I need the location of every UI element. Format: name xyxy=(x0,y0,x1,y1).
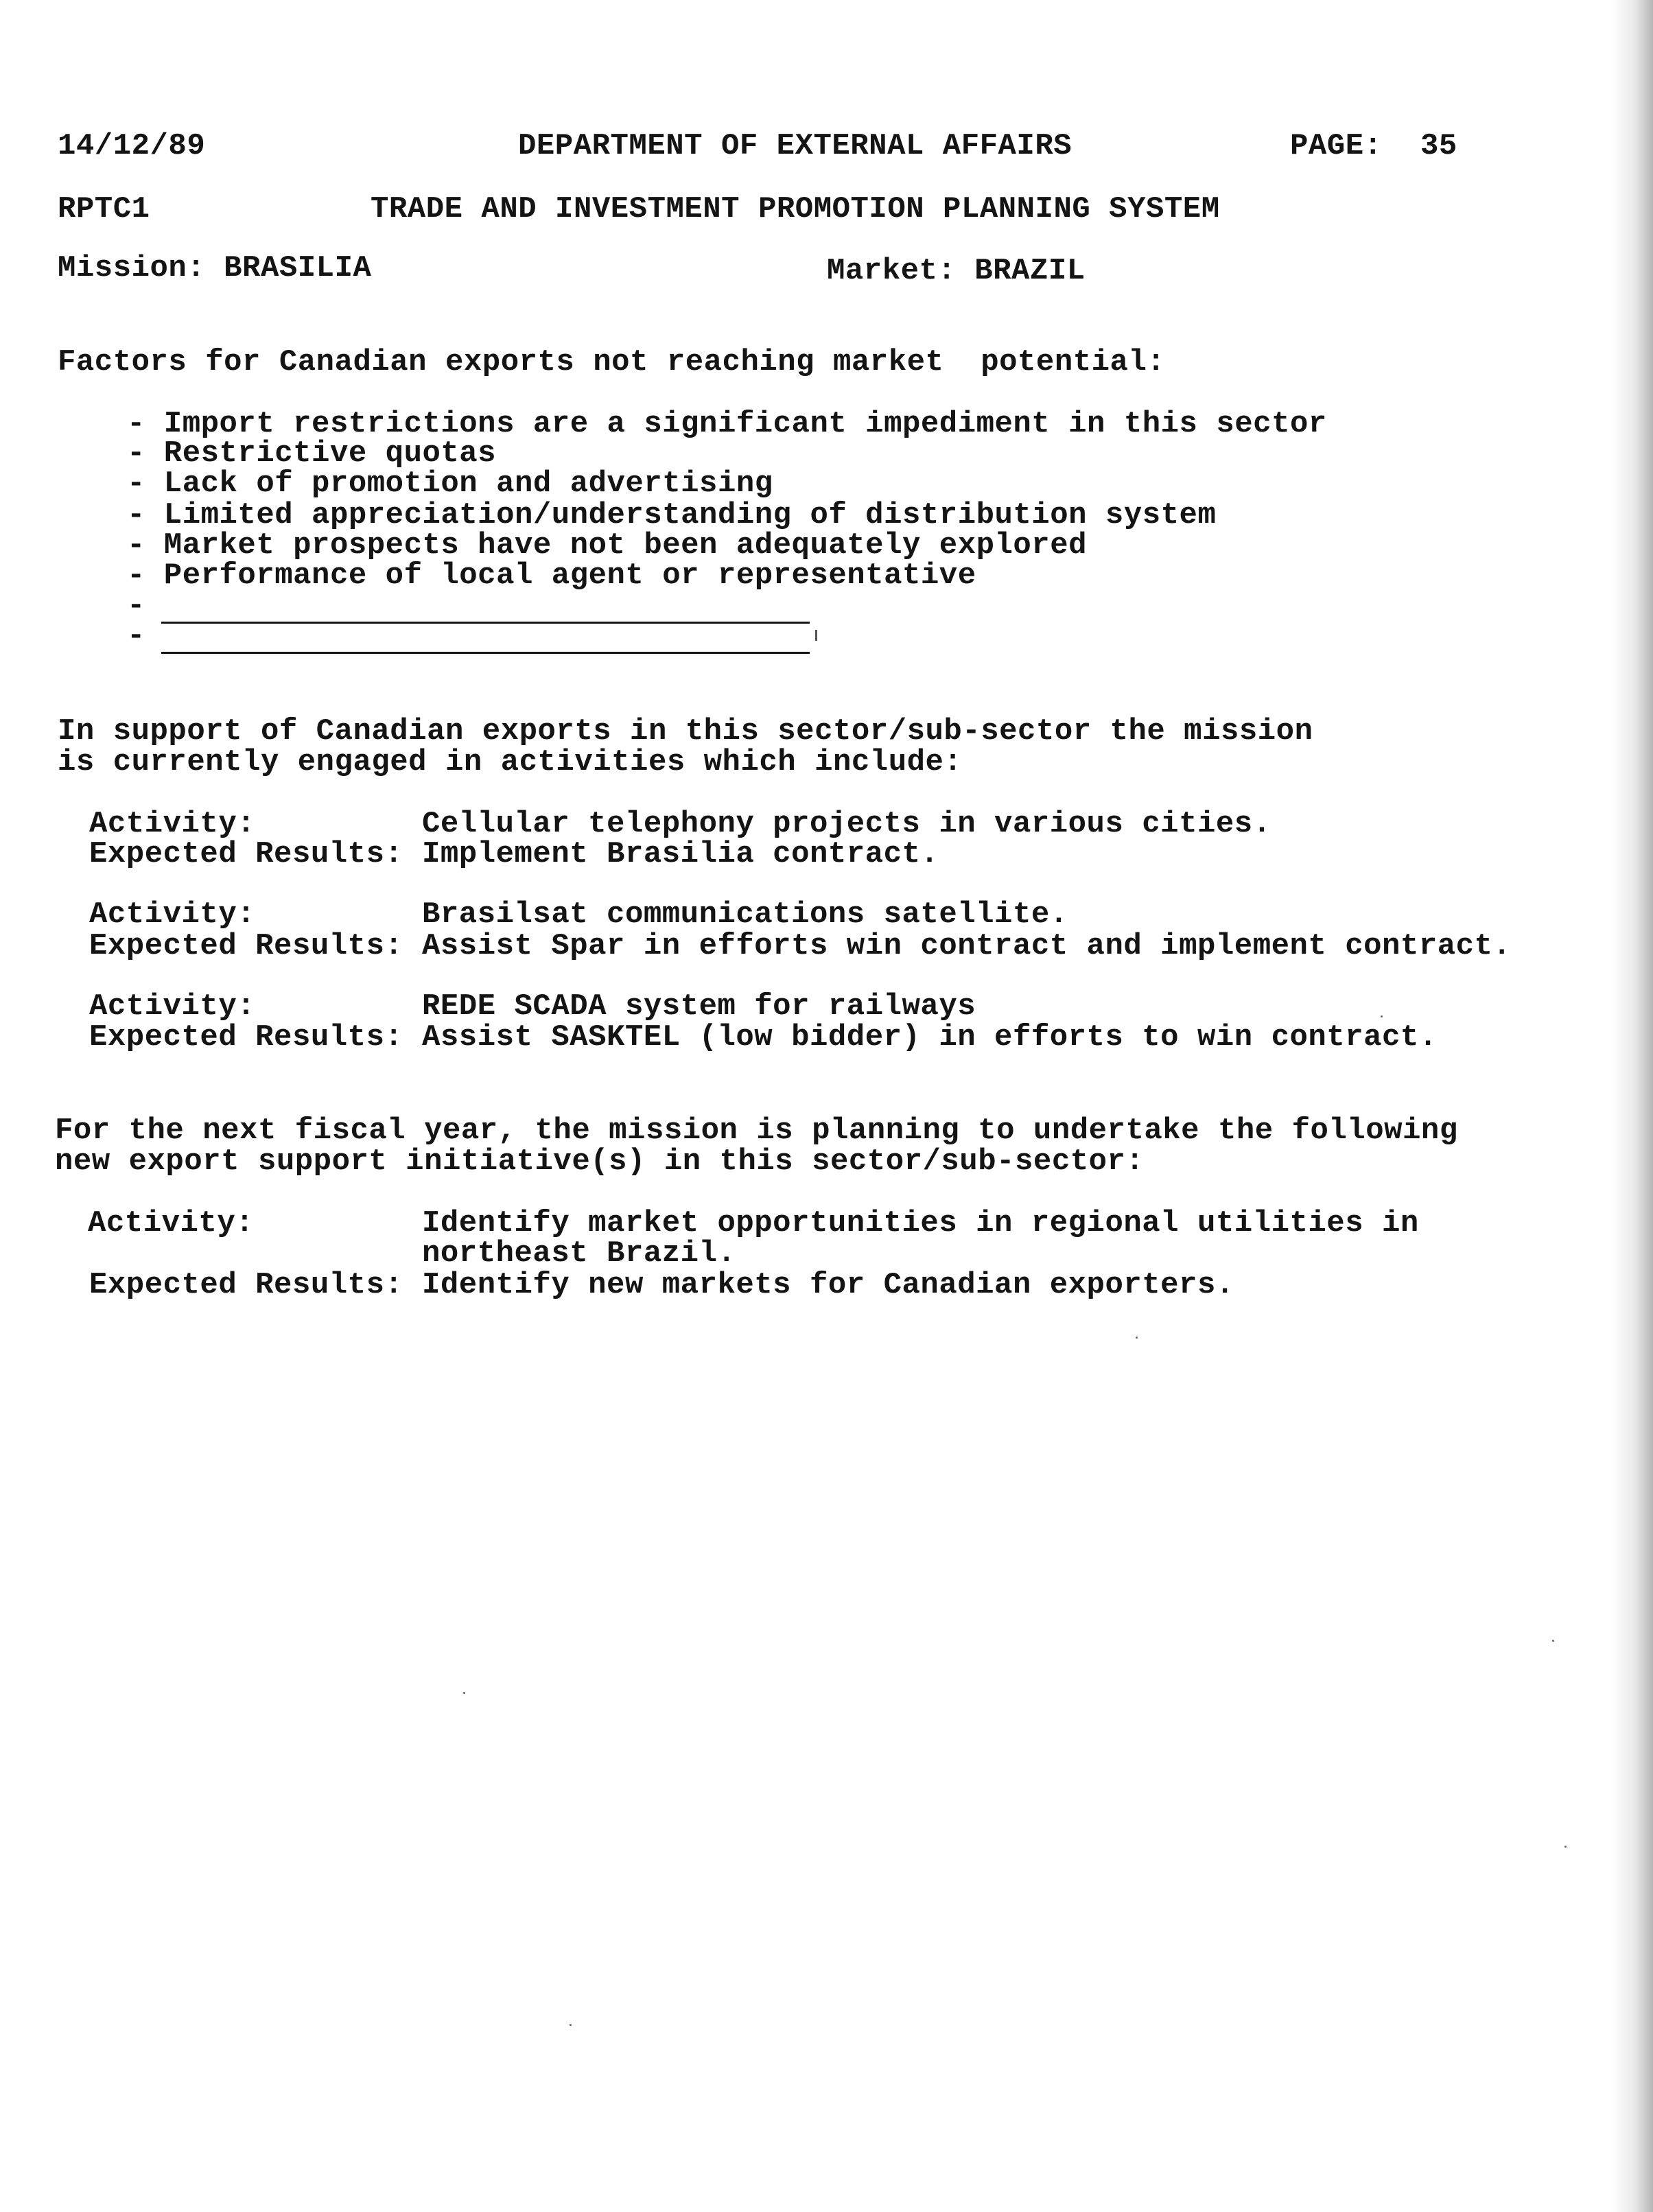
expected-results-label: Expected Results: xyxy=(89,1268,403,1302)
market-field: Market: BRAZIL xyxy=(827,254,1086,288)
department-title: DEPARTMENT OF EXTERNAL AFFAIRS xyxy=(518,129,1072,163)
activity-text-continued: northeast Brazil. xyxy=(422,1236,736,1271)
blank-factor-dash: - xyxy=(127,589,145,623)
factor-item: - Lack of promotion and advertising xyxy=(127,467,773,501)
current-intro-line: In support of Canadian exports in this sector/sub-sector the mission xyxy=(58,714,1313,749)
stray-mark xyxy=(815,630,817,641)
factor-item: - Performance of local agent or representative xyxy=(127,558,976,593)
page-label: PAGE: xyxy=(1290,129,1383,163)
scan-speck xyxy=(1552,1640,1554,1642)
expected-results-label: Expected Results: xyxy=(89,929,403,963)
scan-speck xyxy=(570,2024,572,2026)
mission-field: Mission: BRASILIA xyxy=(58,251,372,285)
current-intro-line: is currently engaged in activities which include: xyxy=(58,745,963,779)
activity-label: Activity: xyxy=(89,807,256,841)
factor-item: - Restrictive quotas xyxy=(127,436,497,471)
next-year-intro-line: new export support initiative(s) in this sector/sub-sector: xyxy=(55,1144,1145,1179)
blank-factor-line xyxy=(161,622,810,624)
activity-label: Activity: xyxy=(88,1206,255,1240)
report-date: 14/12/89 xyxy=(58,129,206,163)
expected-results-text: Assist Spar in efforts win contract and implement contract. xyxy=(422,929,1512,963)
page-edge-shadow xyxy=(1612,0,1653,2212)
activity-text: Cellular telephony projects in various cities. xyxy=(422,807,1271,841)
factor-item: - Limited appreciation/understanding of distribution system xyxy=(127,498,1217,532)
page-number: 35 xyxy=(1420,129,1457,163)
scan-speck xyxy=(463,1692,465,1694)
activity-label: Activity: xyxy=(89,989,256,1024)
next-year-intro-line: For the next fiscal year, the mission is planning to undertake the following xyxy=(55,1114,1458,1148)
expected-results-text: Implement Brasilia contract. xyxy=(422,837,939,871)
expected-results-text: Identify new markets for Canadian exporters. xyxy=(422,1268,1234,1302)
expected-results-text: Assist SASKTEL (low bidder) in efforts to win contract. xyxy=(422,1020,1438,1055)
expected-results-label: Expected Results: xyxy=(89,1020,403,1055)
scan-speck xyxy=(1381,1015,1383,1017)
system-title: TRADE AND INVESTMENT PROMOTION PLANNING SYSTEM xyxy=(371,192,1220,226)
factors-heading: Factors for Canadian exports not reaching market potential: xyxy=(58,345,1166,379)
activity-text: Brasilsat communications satellite. xyxy=(422,897,1068,932)
factor-item: - Market prospects have not been adequately explored xyxy=(127,528,1088,563)
report-code: RPTC1 xyxy=(58,192,150,226)
blank-factor-line xyxy=(161,652,810,654)
factor-item: - Import restrictions are a significant impediment in this sector xyxy=(127,407,1327,441)
activity-text: REDE SCADA system for railways xyxy=(422,989,976,1024)
scan-speck xyxy=(1564,1846,1567,1848)
activity-label: Activity: xyxy=(89,897,256,932)
blank-factor-dash: - xyxy=(127,619,145,653)
activity-text: Identify market opportunities in regional utilities in xyxy=(422,1206,1419,1240)
expected-results-label: Expected Results: xyxy=(89,837,403,871)
scan-speck xyxy=(1136,1337,1138,1339)
